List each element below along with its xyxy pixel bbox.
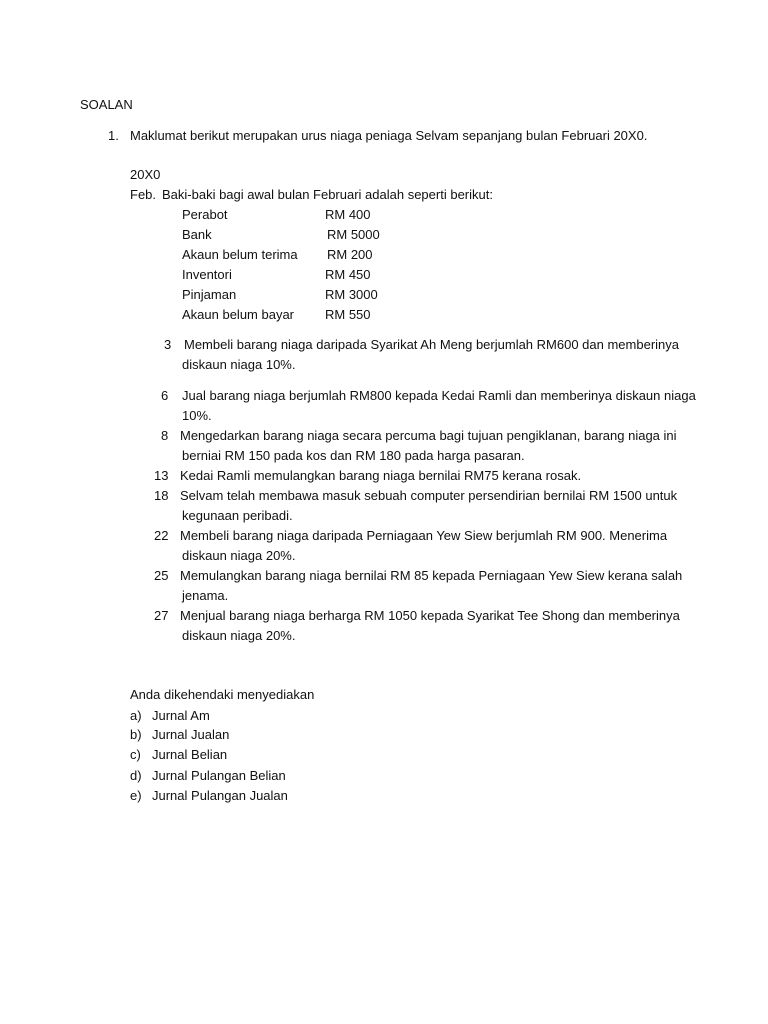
transaction-line: diskaun niaga 10%. xyxy=(182,357,296,372)
transaction-day: 18 xyxy=(154,488,169,503)
heading: SOALAN xyxy=(80,97,133,112)
task-label: d) xyxy=(130,768,142,783)
task-label: c) xyxy=(130,747,141,762)
balance-name: Akaun belum terima xyxy=(182,247,298,262)
balance-amount: RM 450 xyxy=(325,267,371,282)
transaction-line: diskaun niaga 20%. xyxy=(182,548,296,563)
transaction-day: 25 xyxy=(154,568,169,583)
transaction-day: 13 xyxy=(154,468,169,483)
task-label: a) xyxy=(130,708,142,723)
task-text: Jurnal Pulangan Jualan xyxy=(152,788,288,803)
transaction-line: diskaun niaga 20%. xyxy=(182,628,296,643)
balance-amount: RM 400 xyxy=(325,207,371,222)
transaction-line: jenama. xyxy=(182,588,229,603)
month-label: Feb. xyxy=(130,187,157,202)
task-text: Jurnal Jualan xyxy=(152,727,230,742)
transaction-day: 3 xyxy=(164,337,172,352)
transaction-line: berniai RM 150 pada kos dan RM 180 pada harga pasaran. xyxy=(182,448,525,463)
transaction-line: kegunaan peribadi. xyxy=(182,508,293,523)
balance-name: Akaun belum bayar xyxy=(182,307,295,322)
balance-name: Perabot xyxy=(182,207,228,222)
balance-name: Pinjaman xyxy=(182,287,237,302)
task-label: e) xyxy=(130,788,142,803)
task-intro: Anda dikehendaki menyediakan xyxy=(130,687,315,702)
transaction-line: Menjual barang niaga berharga RM 1050 kepada Syarikat Tee Shong dan memberinya xyxy=(180,608,680,623)
transaction-line: 10%. xyxy=(182,408,212,423)
balance-amount: RM 5000 xyxy=(327,227,380,242)
balance-amount: RM 550 xyxy=(325,307,371,322)
balance-amount: RM 3000 xyxy=(325,287,378,302)
transaction-day: 6 xyxy=(161,388,169,403)
transaction-line: Kedai Ramli memulangkan barang niaga bernilai RM75 kerana rosak. xyxy=(180,468,582,483)
task-text: Jurnal Am xyxy=(152,708,210,723)
balance-name: Inventori xyxy=(182,267,232,282)
transaction-line: Memulangkan barang niaga bernilai RM 85 kepada Perniagaan Yew Siew kerana salah xyxy=(180,568,683,583)
transaction-day: 27 xyxy=(154,608,169,623)
question-text: Maklumat berikut merupakan urus niaga peniaga Selvam sepanjang bulan Februari 20X0. xyxy=(130,128,648,143)
year-label: 20X0 xyxy=(130,167,161,182)
transaction-day: 22 xyxy=(154,528,169,543)
transaction-line: Selvam telah membawa masuk sebuah computer persendirian bernilai RM 1500 untuk xyxy=(180,488,678,503)
opening-text: Baki-baki bagi awal bulan Februari adalah seperti berikut: xyxy=(162,187,493,202)
transaction-line: Membeli barang niaga daripada Syarikat Ah Meng berjumlah RM600 dan memberinya xyxy=(184,337,679,352)
transaction-day: 8 xyxy=(161,428,169,443)
question-number: 1. xyxy=(108,128,119,143)
transaction-line: Jual barang niaga berjumlah RM800 kepada Kedai Ramli dan memberinya diskaun niaga xyxy=(182,388,696,403)
task-text: Jurnal Pulangan Belian xyxy=(152,768,286,783)
task-label: b) xyxy=(130,727,142,742)
transaction-line: Membeli barang niaga daripada Perniagaan Yew Siew berjumlah RM 900. Menerima xyxy=(180,528,668,543)
balance-name: Bank xyxy=(182,227,212,242)
transaction-line: Mengedarkan barang niaga secara percuma bagi tujuan pengiklanan, barang niaga ini xyxy=(180,428,677,443)
balance-amount: RM 200 xyxy=(327,247,373,262)
task-text: Jurnal Belian xyxy=(152,747,228,762)
